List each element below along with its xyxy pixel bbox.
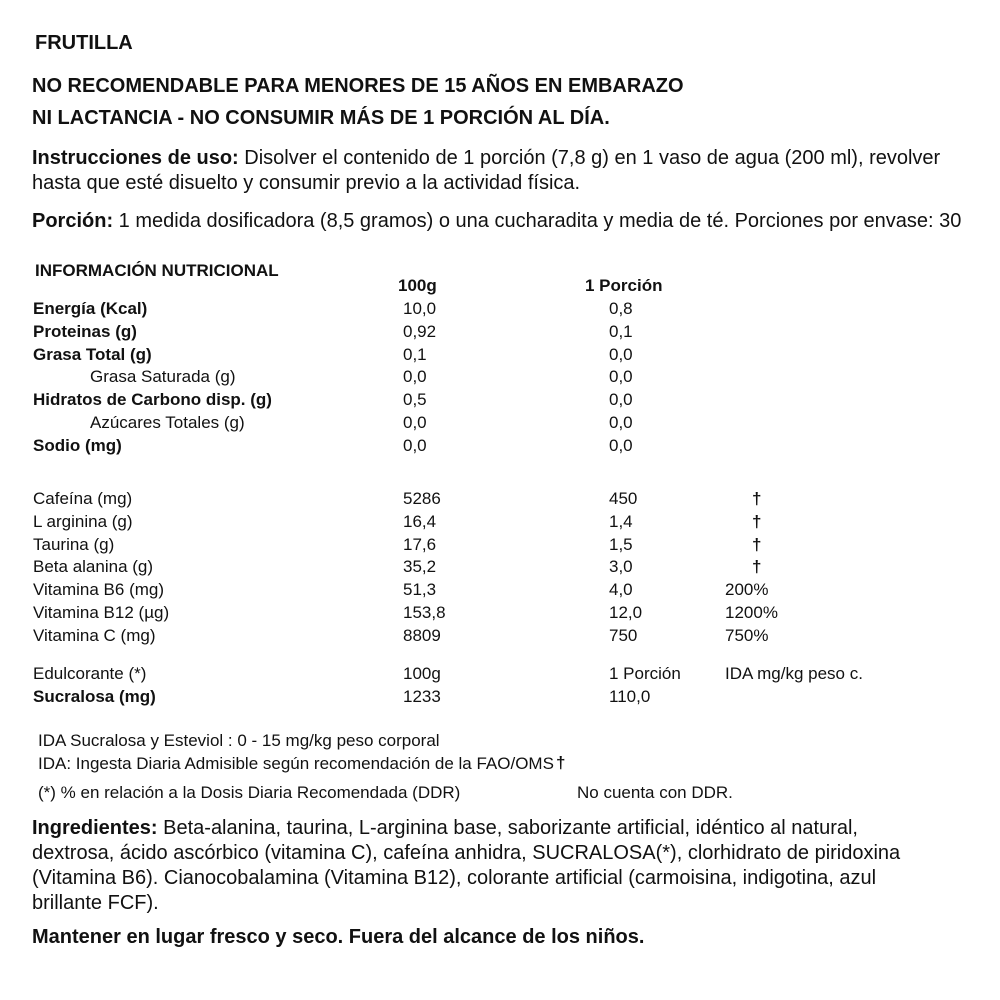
flavor-title: FRUTILLA xyxy=(35,32,133,54)
nutrition-row-name: Proteinas (g) xyxy=(33,322,137,341)
ingredients-paragraph xyxy=(32,816,932,916)
nutrition-row-portion: 0,0 xyxy=(609,436,633,455)
nutrition-row-portion: 0,0 xyxy=(609,367,633,386)
nutrition-row-100g: 0,0 xyxy=(403,413,427,432)
nutrition-col-portion: 1 Porción xyxy=(585,276,663,295)
serving-label: Porción: xyxy=(32,210,114,232)
supplement-row-portion: 750 xyxy=(609,626,638,645)
supplement-row-portion: 450 xyxy=(609,489,638,508)
supplement-row-name: Vitamina B12 (µg) xyxy=(33,603,170,622)
supplement-row-100g: 153,8 xyxy=(403,603,446,622)
supplement-row-ddr: 200% xyxy=(725,580,769,599)
supplement-row-name: Vitamina B6 (mg) xyxy=(33,580,165,599)
instructions-text: Disolver el contenido de 1 porción (7,8 g) en 1 vaso de agua (200 ml), revolver hasta que esté disuelto y consumir previo a la actividad física. xyxy=(32,147,941,194)
warning-line-2: NI LACTANCIA - NO CONSUMIR MÁS DE 1 PORCIÓN AL DÍA. xyxy=(32,107,610,129)
nutrition-col-100g: 100g xyxy=(398,276,437,295)
storage-text: Mantener en lugar fresco y seco. Fuera del alcance de los niños. xyxy=(32,926,645,948)
supplement-row-portion: 1,5 xyxy=(609,535,633,554)
sweetener-col-portion: 1 Porción xyxy=(609,664,681,683)
instructions-paragraph xyxy=(32,146,972,196)
nutrition-row-portion: 0,0 xyxy=(609,390,633,409)
supplement-row-100g: 51,3 xyxy=(403,580,437,599)
dagger-icon: † xyxy=(752,489,762,508)
dagger-icon: † xyxy=(556,753,566,772)
sweetener-label: Edulcorante (*) xyxy=(33,664,147,683)
nutrition-row-portion: 0,8 xyxy=(609,299,633,318)
supplement-row-100g: 35,2 xyxy=(403,557,437,576)
dagger-icon: † xyxy=(752,535,762,554)
supplement-row-name: Taurina (g) xyxy=(33,535,115,554)
sweetener-col-100g: 100g xyxy=(403,664,441,683)
nutrition-row-name: Grasa Saturada (g) xyxy=(90,367,236,386)
nutrition-row-name: Energía (Kcal) xyxy=(33,299,148,318)
supplement-row-portion: 1,4 xyxy=(609,512,633,531)
nutrition-row-100g: 0,5 xyxy=(403,390,427,409)
sweetener-100g: 1233 xyxy=(403,687,441,706)
nutrition-row-name: Grasa Total (g) xyxy=(33,345,152,364)
nutrition-row-name: Sodio (mg) xyxy=(33,436,122,455)
nutrition-row-portion: 0,1 xyxy=(609,322,633,341)
supplement-row-name: L arginina (g) xyxy=(33,512,133,531)
dagger-icon: † xyxy=(752,512,762,531)
note-ida-definition: IDA: Ingesta Diaria Admisible según recomendación de la FAO/OMS xyxy=(38,754,554,773)
dagger-icon: † xyxy=(752,557,762,576)
supplement-row-name: Cafeína (mg) xyxy=(33,489,133,508)
supplement-row-name: Beta alanina (g) xyxy=(33,557,154,576)
note-ida-range: IDA Sucralosa y Esteviol : 0 - 15 mg/kg peso corporal xyxy=(38,731,440,750)
note-ddr: (*) % en relación a la Dosis Diaria Recomendada (DDR) xyxy=(38,783,461,802)
ingredients-text: Beta-alanina, taurina, L-arginina base, saborizante artificial, idéntico al natural, dextrosa, ácido ascórbico (vitamina C), cafeína anhidra, SUCRALOSA(*), clorhidrato de piridoxina (Vitamina B6). Cianocobalamina (Vitamina B12), colorante artificial (carmoisina, indigotina, azul brillante FCF). xyxy=(32,817,901,914)
sweetener-name: Sucralosa (mg) xyxy=(33,687,156,706)
supplement-row-100g: 17,6 xyxy=(403,535,437,554)
note-no-ddr: No cuenta con DDR. xyxy=(577,783,733,802)
instructions-label: Instrucciones de uso: xyxy=(32,147,239,169)
nutrition-row-portion: 0,0 xyxy=(609,345,633,364)
ingredients-label: Ingredientes: xyxy=(32,817,158,839)
nutrition-title: INFORMACIÓN NUTRICIONAL xyxy=(35,261,279,280)
sweetener-col-ida: IDA mg/kg peso c. xyxy=(725,664,863,683)
nutrition-row-portion: 0,0 xyxy=(609,413,633,432)
supplement-row-ddr: 750% xyxy=(725,626,769,645)
supplement-row-100g: 16,4 xyxy=(403,512,437,531)
supplement-row-portion: 12,0 xyxy=(609,603,643,622)
serving-paragraph xyxy=(32,206,972,236)
serving-text: 1 medida dosificadora (8,5 gramos) o una cucharadita y media de té. Porciones por envase: 30 xyxy=(113,210,962,232)
supplement-row-100g: 5286 xyxy=(403,489,441,508)
supplement-row-portion: 3,0 xyxy=(609,557,633,576)
nutrition-row-100g: 0,1 xyxy=(403,345,427,364)
nutrition-row-100g: 0,0 xyxy=(403,436,427,455)
supplement-row-100g: 8809 xyxy=(403,626,441,645)
nutrition-row-name: Hidratos de Carbono disp. (g) xyxy=(33,390,272,409)
supplement-row-portion: 4,0 xyxy=(609,580,633,599)
nutrition-row-100g: 0,0 xyxy=(403,367,427,386)
nutrition-row-100g: 0,92 xyxy=(403,322,437,341)
warning-line-1: NO RECOMENDABLE PARA MENORES DE 15 AÑOS EN EMBARAZO xyxy=(32,75,684,97)
sweetener-portion: 110,0 xyxy=(609,687,651,706)
supplement-row-name: Vitamina C (mg) xyxy=(33,626,156,645)
nutrition-row-100g: 10,0 xyxy=(403,299,437,318)
nutrition-row-name: Azúcares Totales (g) xyxy=(90,413,245,432)
supplement-row-ddr: 1200% xyxy=(725,603,778,622)
